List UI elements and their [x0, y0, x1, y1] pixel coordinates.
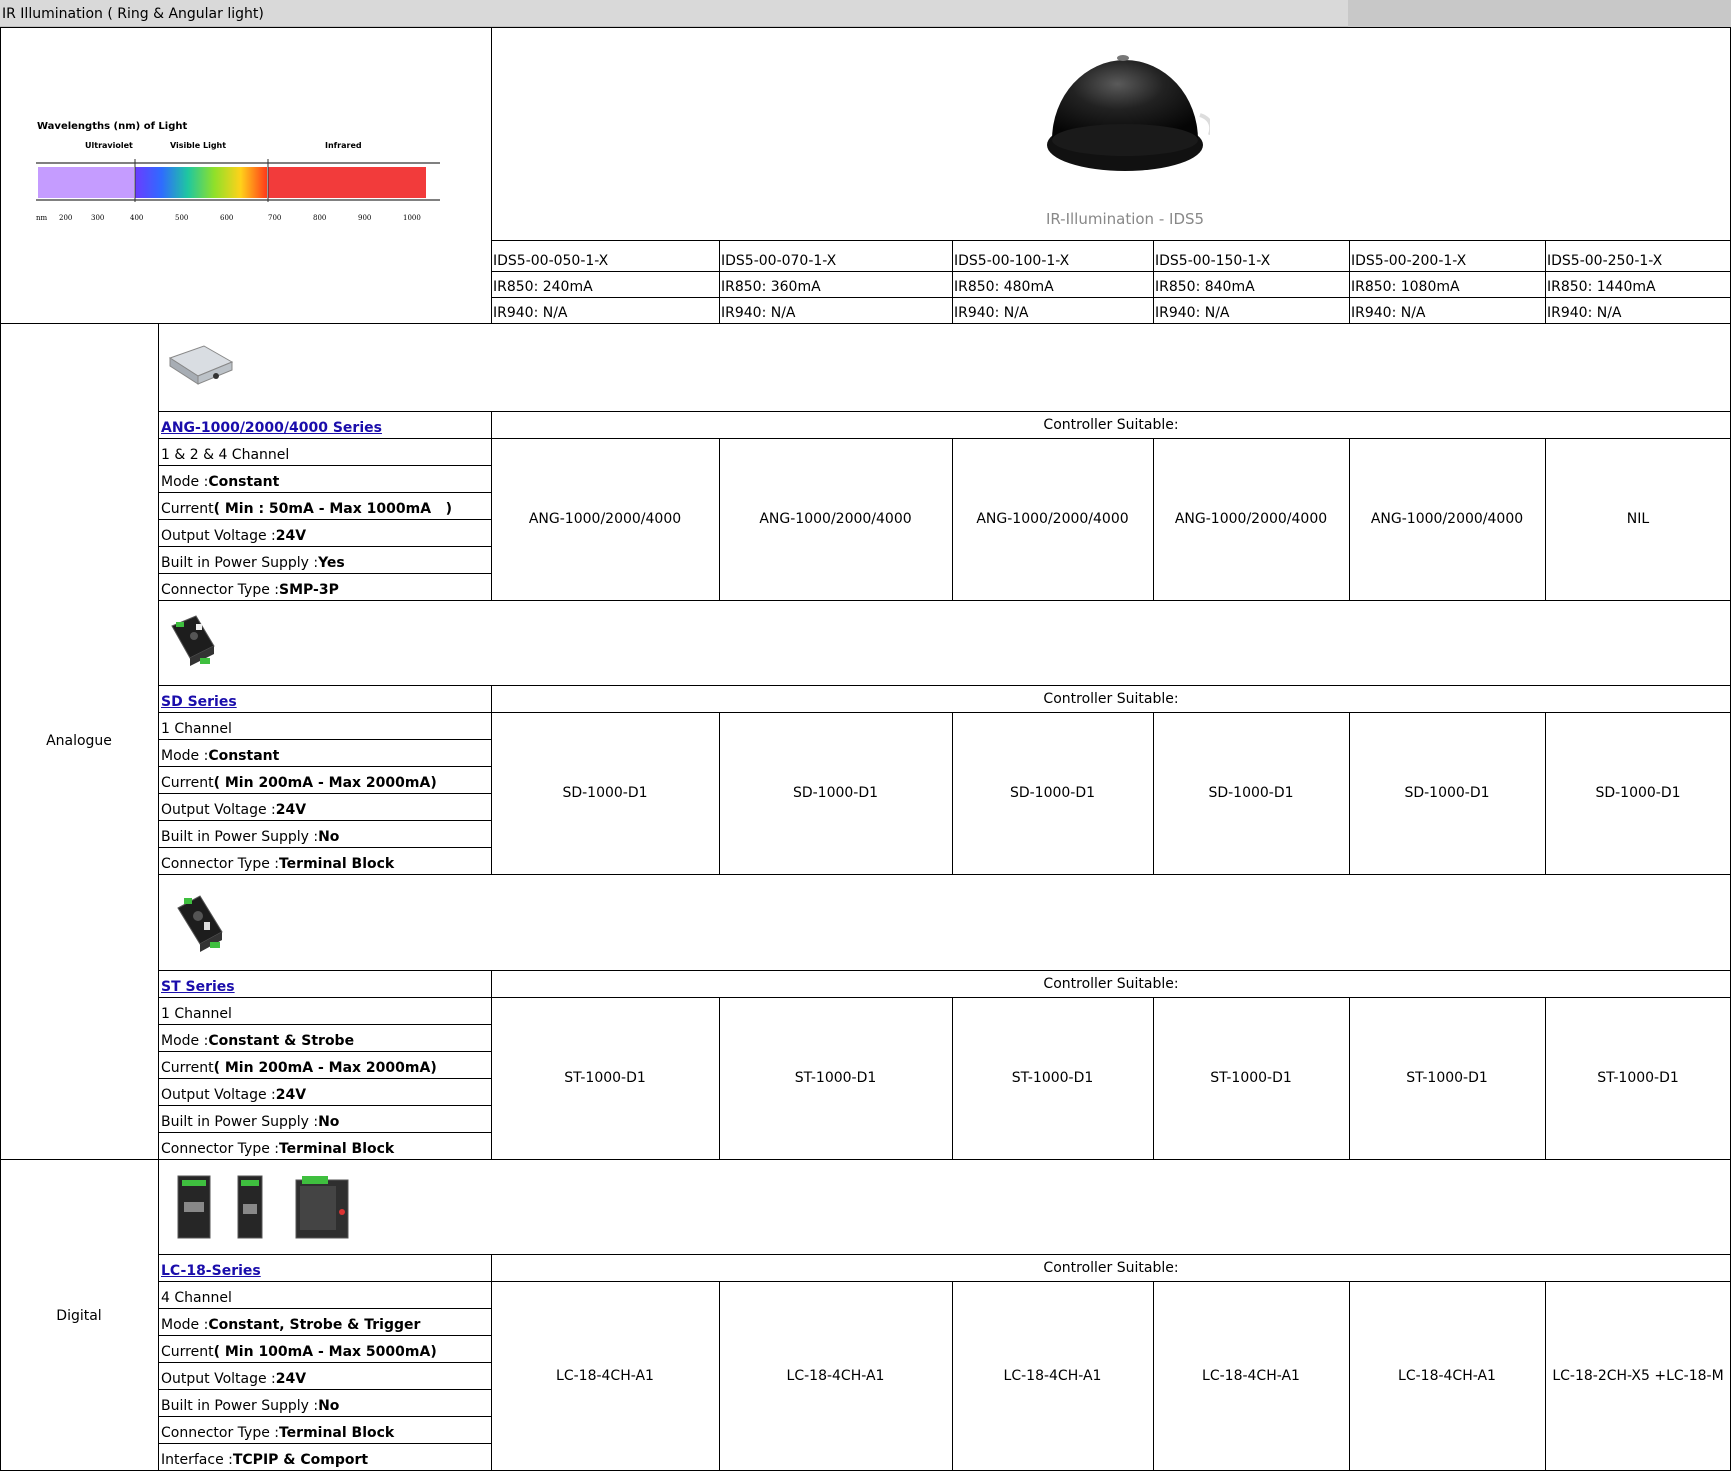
grid-line: [159, 793, 491, 794]
spectrum-heading: Wavelengths (nm) of Light: [37, 121, 188, 132]
controller-cell: NIL: [1626, 511, 1650, 527]
controller-cell: ST-1000-D1: [564, 1070, 646, 1086]
grid-line: [1349, 712, 1350, 874]
wavelength-spectrum-diagram: [30, 110, 450, 230]
spec-label: 1 Channel: [161, 721, 232, 737]
grid-line: [952, 240, 953, 323]
lc18-controllers-image: [174, 1172, 359, 1242]
spec-voltage: [159, 1078, 491, 1105]
spec-value: TCPIP & Comport: [232, 1452, 369, 1468]
grid-line: [159, 847, 491, 848]
model-code: IDS5-00-250-1-X: [1547, 253, 1663, 269]
controller-cell: ANG-1000/2000/4000: [528, 511, 682, 527]
spec-label: Current: [161, 1344, 214, 1360]
controller-cell: ANG-1000/2000/4000: [1370, 511, 1524, 527]
spec-label: Output Voltage :: [161, 1087, 276, 1103]
grid-line: [159, 1443, 491, 1444]
spec-connector: [159, 1132, 491, 1159]
model-ir850: IR850: 480mA: [954, 279, 1054, 295]
spec-value: Constant, Strobe & Trigger: [208, 1317, 421, 1333]
grid-line: [952, 1281, 953, 1471]
grid-line: [1545, 997, 1546, 1159]
grid-line: [159, 1335, 491, 1336]
title-bar-filler: [1348, 0, 1731, 27]
series-sd-link-text[interactable]: SD Series: [161, 694, 237, 710]
spec-value: No: [318, 1114, 340, 1130]
controller-cell: ANG-1000/2000/4000: [976, 511, 1129, 527]
controller-cell: ST-1000-D1: [1406, 1070, 1488, 1086]
grid-line: [1153, 438, 1154, 600]
spec-value: 24V: [275, 802, 307, 818]
controller-cell: ANG-1000/2000/4000: [1174, 511, 1328, 527]
grid-line: [0, 1159, 1731, 1160]
spec-label: Mode :: [161, 1033, 209, 1049]
controller-cell: ST-1000-D1: [794, 1070, 877, 1086]
spec-value: 24V: [275, 1087, 307, 1103]
model-ir850: IR850: 1080mA: [1351, 279, 1460, 295]
controller-cell: ST-1000-D1: [1597, 1070, 1679, 1086]
controller-cell: ST-1000-D1: [1210, 1070, 1292, 1086]
grid-line: [1545, 240, 1546, 323]
grid-line: [1349, 997, 1350, 1159]
spec-label: Output Voltage :: [161, 802, 276, 818]
grid-line: [159, 546, 491, 547]
grid-line: [159, 712, 1731, 713]
spec-value: ( Min 100mA - Max 5000mA): [213, 1344, 437, 1360]
grid-line: [0, 27, 1, 1471]
ultraviolet-band: [38, 167, 134, 198]
series-lc18-link[interactable]: [159, 1254, 491, 1281]
model-ir850: IR850: 360mA: [721, 279, 821, 295]
spec-label: Connector Type :: [161, 856, 279, 872]
spec-value: Terminal Block: [278, 856, 395, 872]
grid-line: [491, 970, 492, 1159]
spec-value: No: [318, 829, 340, 845]
tick-label: 500: [175, 214, 189, 222]
grid-line: [719, 438, 720, 600]
series-lc18-link-text[interactable]: LC-18-Series: [161, 1263, 261, 1279]
controller-cell: ANG-1000/2000/4000: [759, 511, 912, 527]
spec-power-supply: [159, 1389, 491, 1416]
grid-line: [159, 1362, 491, 1363]
grid-line: [952, 438, 953, 600]
grid-line: [159, 438, 1731, 439]
spec-value: 24V: [275, 1371, 307, 1387]
grid-line: [159, 874, 1731, 875]
model-ir850: IR850: 840mA: [1155, 279, 1255, 295]
grid-line: [159, 519, 491, 520]
grid-line: [159, 411, 1731, 412]
spec-label: Built in Power Supply :: [161, 829, 319, 845]
grid-line: [159, 1051, 491, 1052]
grid-line: [491, 1254, 492, 1471]
grid-line: [159, 573, 491, 574]
grid-line: [0, 323, 1731, 324]
grid-line: [1153, 712, 1154, 874]
grid-line: [159, 1281, 1731, 1282]
spec-value: ( Min 200mA - Max 2000mA): [213, 1060, 437, 1076]
grid-line: [159, 1308, 491, 1309]
model-ir940: IR940: N/A: [954, 305, 1029, 321]
grid-line: [159, 766, 491, 767]
spec-label: Mode :: [161, 748, 209, 764]
tick-label: 200: [59, 214, 73, 222]
group-digital-label: Digital: [56, 1307, 102, 1324]
spec-current: [159, 492, 491, 519]
spec-channel: [159, 438, 491, 465]
spec-value: 24V: [275, 528, 307, 544]
series-ang-link-text[interactable]: ANG-1000/2000/4000 Series: [161, 420, 382, 436]
controller-cell: SD-1000-D1: [1208, 785, 1294, 801]
grid-line: [719, 1281, 720, 1471]
spec-channel: [159, 1281, 491, 1308]
spec-current: [159, 1051, 491, 1078]
model-ir850: IR850: 1440mA: [1547, 279, 1656, 295]
spec-value: ( Min 200mA - Max 2000mA): [213, 775, 437, 791]
sheet-title: IR Illumination ( Ring & Angular light): [2, 5, 264, 22]
spec-label: Current: [161, 775, 214, 791]
group-analogue-label: Analogue: [46, 733, 112, 749]
spec-value: Constant: [208, 474, 280, 490]
grid-line: [159, 1132, 491, 1133]
grid-line: [1349, 438, 1350, 600]
series-st-link-text[interactable]: ST Series: [161, 979, 235, 995]
spec-label: Connector Type :: [161, 1425, 279, 1441]
grid-line: [159, 820, 491, 821]
grid-line: [952, 997, 953, 1159]
spec-value: SMP-3P: [278, 582, 339, 598]
spec-label: Mode :: [161, 1317, 209, 1333]
grid-line: [159, 685, 1731, 686]
controller-cell: LC-18-2CH-X5 +LC-18-M: [1552, 1367, 1724, 1384]
spec-label: Built in Power Supply :: [161, 555, 319, 571]
series-sd-link[interactable]: [159, 685, 491, 712]
spec-label: Output Voltage :: [161, 1371, 276, 1387]
spec-current: [159, 1335, 491, 1362]
model-ir940: IR940: N/A: [1547, 305, 1622, 321]
grid-line: [159, 739, 491, 740]
grid-line: [1545, 712, 1546, 874]
tick-label: 800: [313, 214, 327, 222]
spec-label: Output Voltage :: [161, 528, 276, 544]
grid-line: [159, 1105, 491, 1106]
controller-cell: LC-18-4CH-A1: [1003, 1367, 1102, 1384]
spec-value: Terminal Block: [278, 1141, 395, 1157]
grid-line: [0, 1470, 1731, 1471]
band-ultraviolet-label: Ultraviolet: [85, 141, 133, 150]
grid-line: [1153, 997, 1154, 1159]
band-visible-label: Visible Light: [170, 141, 227, 150]
grid-line: [159, 1389, 491, 1390]
spec-channel: [159, 997, 491, 1024]
controller-cell: LC-18-4CH-A1: [1202, 1367, 1300, 1384]
controller-cell: LC-18-4CH-A1: [556, 1367, 654, 1384]
spec-value: Constant & Strobe: [208, 1033, 355, 1049]
spec-label: Connector Type :: [161, 582, 279, 598]
spec-interface: [159, 1443, 491, 1470]
controller-cell: SD-1000-D1: [562, 785, 648, 801]
dome-light-image: [1040, 40, 1210, 180]
tick-label: 1000: [403, 214, 421, 222]
spec-channel: [159, 712, 491, 739]
model-ir940: IR940: N/A: [721, 305, 796, 321]
spec-mode: [159, 1024, 491, 1051]
grid-line: [0, 27, 1731, 28]
controller-cell: SD-1000-D1: [792, 785, 879, 801]
grid-line: [1349, 1281, 1350, 1471]
spec-mode: [159, 465, 491, 492]
spec-power-supply: [159, 820, 491, 847]
model-code: IDS5-00-070-1-X: [721, 253, 837, 269]
visible-band: [135, 167, 267, 198]
controller-suitable-label: Controller Suitable:: [1043, 975, 1179, 992]
spec-connector: [159, 847, 491, 874]
spec-value: Terminal Block: [278, 1425, 395, 1441]
controller-cell: LC-18-4CH-A1: [1398, 1367, 1496, 1384]
grid-line: [1545, 1281, 1546, 1471]
grid-line: [719, 712, 720, 874]
spec-connector: [159, 573, 491, 600]
tick-label: 300: [91, 214, 105, 222]
grid-line: [159, 465, 491, 466]
spec-connector: [159, 1416, 491, 1443]
series-ang-link[interactable]: [159, 411, 491, 438]
grid-line: [159, 600, 1731, 601]
controller-cell: SD-1000-D1: [1009, 785, 1096, 801]
grid-line: [159, 492, 491, 493]
tick-label: 700: [268, 214, 282, 222]
ang-controller-image: [166, 340, 236, 388]
model-ir940: IR940: N/A: [1351, 305, 1426, 321]
controller-cell: LC-18-4CH-A1: [786, 1367, 885, 1384]
controller-suitable-label: Controller Suitable:: [1043, 1259, 1179, 1276]
spec-voltage: [159, 1362, 491, 1389]
st-controller-image: [174, 892, 230, 956]
grid-line: [719, 997, 720, 1159]
spec-current: [159, 766, 491, 793]
spec-label: Built in Power Supply :: [161, 1398, 319, 1414]
spec-mode: [159, 739, 491, 766]
infrared-band: [268, 167, 426, 198]
grid-line: [158, 323, 159, 1471]
tick-label: 900: [358, 214, 372, 222]
grid-line: [159, 1024, 491, 1025]
grid-line: [1153, 240, 1154, 323]
spec-label: Interface :: [161, 1452, 233, 1468]
band-infrared-label: Infrared: [325, 141, 362, 150]
grid-line: [159, 1254, 1731, 1255]
unit-label: nm: [36, 214, 48, 222]
spec-value: Constant: [208, 748, 280, 764]
grid-line: [1545, 438, 1546, 600]
spec-power-supply: [159, 1105, 491, 1132]
spec-mode: [159, 1308, 491, 1335]
model-code: IDS5-00-050-1-X: [493, 253, 609, 269]
grid-line: [719, 240, 720, 323]
model-code: IDS5-00-150-1-X: [1155, 253, 1271, 269]
spec-label: 1 Channel: [161, 1006, 232, 1022]
controller-cell: SD-1000-D1: [1404, 785, 1490, 801]
grid-line: [952, 712, 953, 874]
tick-label: 600: [220, 214, 234, 222]
spec-label: Current: [161, 1060, 214, 1076]
spec-voltage: [159, 793, 491, 820]
grid-line: [159, 1078, 491, 1079]
spec-label: Mode :: [161, 474, 209, 490]
spec-voltage: [159, 519, 491, 546]
product-caption: IR-Illumination - IDS5: [1045, 210, 1205, 228]
spec-label: Built in Power Supply :: [161, 1114, 319, 1130]
sd-controller-image: [168, 612, 220, 670]
model-ir940: IR940: N/A: [493, 305, 568, 321]
spec-power-supply: [159, 546, 491, 573]
controller-suitable-label: Controller Suitable:: [1043, 416, 1179, 433]
grid-line: [159, 997, 1731, 998]
model-code: IDS5-00-200-1-X: [1351, 253, 1467, 269]
grid-line: [159, 1416, 491, 1417]
model-ir850: IR850: 240mA: [493, 279, 593, 295]
controller-cell: ST-1000-D1: [1011, 1070, 1094, 1086]
spec-label: 1 & 2 & 4 Channel: [161, 447, 290, 463]
spec-value: No: [318, 1398, 340, 1414]
spec-label: Current: [161, 501, 214, 517]
controller-cell: SD-1000-D1: [1595, 785, 1681, 801]
series-st-link[interactable]: [159, 970, 491, 997]
grid-line: [491, 685, 492, 874]
spec-label: Connector Type :: [161, 1141, 279, 1157]
model-ir940: IR940: N/A: [1155, 305, 1230, 321]
spec-label: 4 Channel: [161, 1290, 232, 1306]
spec-value: Yes: [318, 555, 345, 571]
model-code: IDS5-00-100-1-X: [954, 253, 1070, 269]
grid-line: [159, 970, 1731, 971]
grid-line: [491, 27, 492, 323]
grid-line: [1153, 1281, 1154, 1471]
grid-line: [491, 411, 492, 600]
controller-suitable-label: Controller Suitable:: [1043, 690, 1179, 707]
spec-value: ( Min : 50mA - Max 1000mA ): [213, 501, 453, 517]
grid-line: [1349, 240, 1350, 323]
tick-label: 400: [130, 214, 144, 222]
